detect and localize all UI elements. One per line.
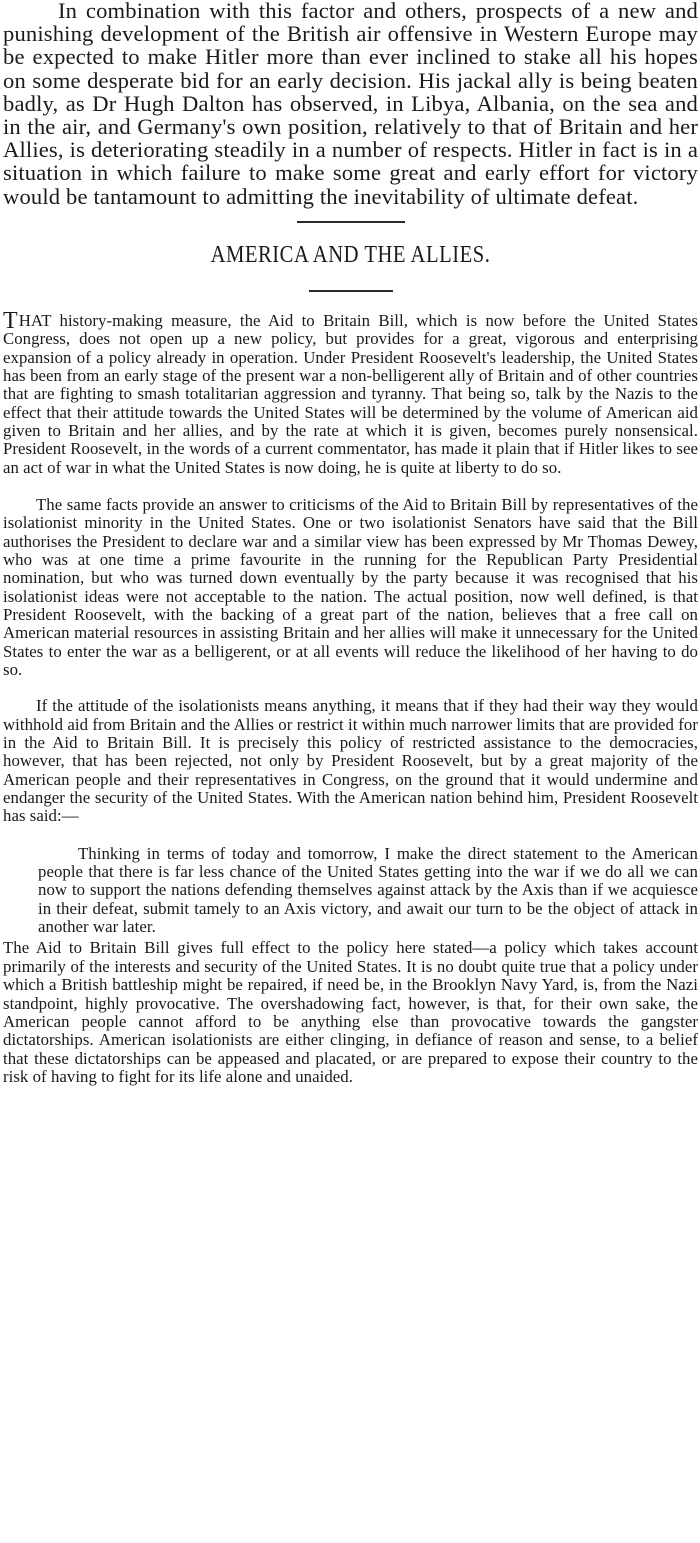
article-paragraph-1 [3, 307, 698, 477]
article-paragraph-4: The Aid to Britain Bill gives full effect to the policy here stated—a policy which takes account primarily of the interests and security of the United States. It is no doubt quite true that a policy under which a British battleship might be repaired, if need be, in the Brooklyn Navy Yard, is, from the Nazi standpoint, highly provocative. The overshadowing fact, however, is that, for their own sake, the American people cannot afford to be anything else than provocative towards the gangster dictatorships. American isolationists are either clinging, in defiance of reason and sense, to a belief that these dictatorships can be appeased and placated, or are prepared to expose their country to the risk of having to fight for its life alone and unaided. [3, 938, 698, 1086]
article-heading: AMERICA AND THE ALLIES. [210, 241, 491, 268]
roosevelt-quotation: Thinking in terms of today and tomorrow, I make the direct statement to the American people that there is far less chance of the United States getting into the war if we do all we can now to support the nations defending themselves against attack by the Axis than if we acquiesce in their defeat, submit tamely to an Axis victory, and await our turn to be the object of attack in another war later. [38, 843, 698, 937]
paragraph-1-text: HAT history-making measure, the Aid to Britain Bill, which is now before the United States Congress, does not open up a new policy, but provides for a great, vigorous and enterprising expansion of a policy already in operation. Under President Roosevelt's leadership, the United States has been from an early stage of the present war a non-belligerent ally of Britain and of other countries that are fighting to smash totalitarian aggression and tyranny. That being so, talk by the Nazis to the effect that their attitude towards the United States will be determined by the volume of American aid given to Britain and her allies, and by the rate at which it is given, becomes purely nonsensical. President Roosevelt, in the words of a current commentator, has made it plain that if Hitler likes to see an act of war in what the United States is now doing, he is quite at liberty to do so. [3, 310, 698, 477]
top-divider-rule [297, 221, 405, 223]
bottom-divider-rule [309, 290, 393, 292]
lead-paragraph: In combination with this factor and others, prospects of a new and punishing development of the British air offensive in Western Europe may be expected to make Hitler more than ever inclined to stake all his hopes on some desperate bid for an early decision. His jackal ally is being beaten badly, as Dr Hugh Dalton has observed, in Libya, Albania, on the sea and in the air, and Germany's own position, relatively to that of Britain and her Allies, is deteriorating steadily in a number of respects. Hitler in fact is in a situation in which failure to make some great and early effort for victory would be tantamount to admitting the inevitability of ultimate defeat. [3, 0, 698, 209]
drop-cap-letter: T [3, 307, 18, 334]
article-paragraph-2: The same facts provide an answer to criticisms of the Aid to Britain Bill by representatives of the isolationist minority in the United States. One or two isolationist Senators have said that the Bill authorises the President to declare war and a similar view has been expressed by Mr Thomas Dewey, who was at one time a prime favourite in the running for the Republican Party Presidential nomination, but who was turned down eventually by the party because it was recognised that his isolationist ideas were not acceptable to the nation. The actual position, now well defined, is that President Roosevelt, with the backing of a great part of the nation, believes that a free call on American material resources in assisting Britain and her allies will make it unnecessary for the United States to enter the war as a belligerent, or at all events will reduce the likelihood of her having to do so. [3, 494, 698, 680]
article-paragraph-3: If the attitude of the isolationists means anything, it means that if they had their way they would withhold aid from Britain and the Allies or restrict it within much narrower limits that are provided for in the Aid to Britain Bill. It is precisely this policy of restricted assistance to the democracies, however, that has been rejected, not only by President Roosevelt, but by a great majority of the American people and their representatives in Congress, on the ground that it would undermine and endanger the security of the United States. With the American nation behind him, President Roosevelt has said:— [3, 696, 698, 826]
